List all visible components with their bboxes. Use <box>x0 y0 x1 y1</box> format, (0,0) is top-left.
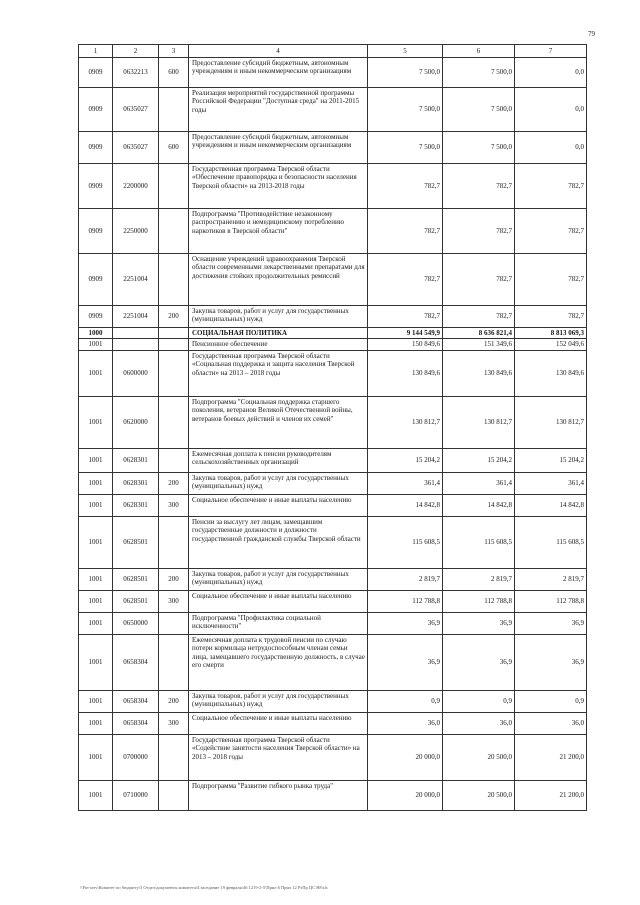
item-name-cell: Закупка товаров, работ и услуг для государственных (муниципальных) нужд <box>189 568 368 590</box>
amount-col5-cell: 782,7 <box>368 164 443 209</box>
amount-col7-cell: 0,0 <box>515 88 587 132</box>
target-article-cell: 0710000 <box>113 780 159 810</box>
expense-type-cell: 600 <box>159 58 189 88</box>
section-code-cell: 1001 <box>79 634 113 690</box>
expense-type-cell <box>159 164 189 209</box>
expense-type-cell: 300 <box>159 712 189 734</box>
target-article-cell <box>113 328 159 339</box>
item-name-cell: Подпрограмма "Профилактика социальной исключенности" <box>189 612 368 634</box>
table-row <box>79 254 587 306</box>
amount-col5-cell: 130 812,7 <box>368 396 443 448</box>
amount-col7-cell: 115 608,5 <box>515 516 587 568</box>
amount-col6-cell: 36,9 <box>443 634 515 690</box>
section-code-cell: 1001 <box>79 396 113 448</box>
amount-col5-cell: 36,9 <box>368 612 443 634</box>
amount-col5-cell: 20 000,0 <box>368 734 443 780</box>
table-row <box>79 590 587 612</box>
header-row <box>79 45 587 58</box>
expense-type-cell <box>159 88 189 132</box>
header-cell-4: 4 <box>189 45 368 58</box>
target-article-cell: 2251004 <box>113 306 159 328</box>
section-code-cell: 1001 <box>79 516 113 568</box>
expense-type-cell: 200 <box>159 472 189 494</box>
target-article-cell: 0658304 <box>113 712 159 734</box>
header-cell-2: 2 <box>113 45 159 58</box>
item-name-cell: Ежемесячная доплата к пенсии руководителям сельскохозяйственных организаций <box>189 448 368 472</box>
target-article-cell: 0658304 <box>113 690 159 712</box>
item-name-cell: Государственная программа Тверской области «Социальная поддержка и защита населения Тверской области» на 2013 – 2018 годы <box>189 350 368 396</box>
item-name-cell: Государственная программа Тверской области «Содействие занятости населения Тверской области» на 2013 – 2018 годы <box>189 734 368 780</box>
expense-type-cell <box>159 780 189 810</box>
header-cell-1: 1 <box>79 45 113 58</box>
amount-col7-cell: 130 812,7 <box>515 396 587 448</box>
table-row <box>79 712 587 734</box>
item-name-cell: Подпрограмма "Развитие гибкого рынка труда" <box>189 780 368 810</box>
table-row <box>79 209 587 254</box>
amount-col7-cell: 782,7 <box>515 306 587 328</box>
amount-col7-cell: 130 849,6 <box>515 350 587 396</box>
amount-col5-cell: 2 819,7 <box>368 568 443 590</box>
item-name-cell: Социальное обеспечение и иные выплаты населению <box>189 712 368 734</box>
amount-col6-cell: 0,9 <box>443 690 515 712</box>
section-code-cell: 1001 <box>79 494 113 516</box>
item-name-cell: Закупка товаров, работ и услуг для государственных (муниципальных) нужд <box>189 472 368 494</box>
amount-col5-cell: 782,7 <box>368 209 443 254</box>
amount-col5-cell: 150 849,6 <box>368 339 443 350</box>
header-cell-5: 5 <box>368 45 443 58</box>
amount-col7-cell: 14 842,8 <box>515 494 587 516</box>
amount-col6-cell: 115 608,5 <box>443 516 515 568</box>
amount-col5-cell: 7 500,0 <box>368 132 443 164</box>
target-article-cell: 0628501 <box>113 516 159 568</box>
amount-col7-cell: 36,9 <box>515 612 587 634</box>
expense-type-cell: 300 <box>159 590 189 612</box>
section-code-cell: 0909 <box>79 88 113 132</box>
amount-col5-cell: 0,9 <box>368 690 443 712</box>
section-code-cell: 0909 <box>79 254 113 306</box>
file-path-footer: \\Fin-serv\Комитет по бюджету\3 Отдел\документы комитета\4 заседание 19 февраля\46 1219-2-5\Прил 6 Прил 12 РзПр ЦС ВР.xls <box>80 885 328 890</box>
amount-col6-cell: 361,4 <box>443 472 515 494</box>
target-article-cell: 0635027 <box>113 88 159 132</box>
expense-type-cell <box>159 254 189 306</box>
amount-col5-cell: 14 842,8 <box>368 494 443 516</box>
amount-col6-cell: 130 849,6 <box>443 350 515 396</box>
amount-col5-cell: 9 144 549,9 <box>368 328 443 339</box>
amount-col6-cell: 782,7 <box>443 254 515 306</box>
amount-col7-cell: 21 200,0 <box>515 780 587 810</box>
expense-type-cell: 300 <box>159 494 189 516</box>
amount-col6-cell: 782,7 <box>443 164 515 209</box>
section-code-cell: 0909 <box>79 58 113 88</box>
header-cell-6: 6 <box>443 45 515 58</box>
amount-col5-cell: 36,9 <box>368 634 443 690</box>
table-row <box>79 164 587 209</box>
expense-type-cell <box>159 634 189 690</box>
item-name-cell: Предоставление субсидий бюджетным, автономным учреждениям и иным некоммерческим организациям <box>189 58 368 88</box>
amount-col6-cell: 7 500,0 <box>443 88 515 132</box>
target-article-cell: 2251004 <box>113 254 159 306</box>
section-code-cell: 0909 <box>79 306 113 328</box>
section-code-cell: 1001 <box>79 568 113 590</box>
amount-col5-cell: 7 500,0 <box>368 88 443 132</box>
item-name-cell: Пенсионное обеспечение <box>189 339 368 350</box>
amount-col6-cell: 20 500,0 <box>443 734 515 780</box>
header-cell-7: 7 <box>515 45 587 58</box>
amount-col5-cell: 15 204,2 <box>368 448 443 472</box>
amount-col6-cell: 2 819,7 <box>443 568 515 590</box>
amount-col6-cell: 36,9 <box>443 612 515 634</box>
budget-table-container <box>78 44 586 811</box>
table-row <box>79 396 587 448</box>
expense-type-cell <box>159 734 189 780</box>
amount-col6-cell: 36,0 <box>443 712 515 734</box>
expense-type-cell <box>159 350 189 396</box>
amount-col5-cell: 112 788,8 <box>368 590 443 612</box>
section-code-cell: 0909 <box>79 132 113 164</box>
amount-col6-cell: 151 349,6 <box>443 339 515 350</box>
item-name-cell: Реализация мероприятий государственной программы Российской Федерации "Доступная среда" на 2011-2015 годы <box>189 88 368 132</box>
table-row <box>79 306 587 328</box>
section-code-cell: 1001 <box>79 339 113 350</box>
target-article-cell: 2250000 <box>113 209 159 254</box>
budget-table <box>78 44 587 811</box>
amount-col6-cell: 782,7 <box>443 306 515 328</box>
section-code-cell: 1001 <box>79 350 113 396</box>
amount-col5-cell: 782,7 <box>368 306 443 328</box>
target-article-cell: 0632213 <box>113 58 159 88</box>
expense-type-cell <box>159 328 189 339</box>
amount-col7-cell: 21 200,0 <box>515 734 587 780</box>
target-article-cell <box>113 339 159 350</box>
amount-col6-cell: 14 842,8 <box>443 494 515 516</box>
amount-col6-cell: 782,7 <box>443 209 515 254</box>
section-code-cell: 1001 <box>79 448 113 472</box>
section-code-cell: 1001 <box>79 712 113 734</box>
amount-col5-cell: 115 608,5 <box>368 516 443 568</box>
item-name-cell: Пенсии за выслугу лет лицам, замещавшим государственные должности и должности государственной гражданской службы Тверской области <box>189 516 368 568</box>
amount-col6-cell: 15 204,2 <box>443 448 515 472</box>
section-code-cell: 1001 <box>79 590 113 612</box>
item-name-cell: Закупка товаров, работ и услуг для государственных (муниципальных) нужд <box>189 306 368 328</box>
amount-col5-cell: 130 849,6 <box>368 350 443 396</box>
amount-col7-cell: 152 049,6 <box>515 339 587 350</box>
section-code-cell: 1001 <box>79 612 113 634</box>
table-row <box>79 780 587 810</box>
expense-type-cell: 200 <box>159 690 189 712</box>
section-code-cell: 1001 <box>79 690 113 712</box>
table-row <box>79 132 587 164</box>
amount-col5-cell: 361,4 <box>368 472 443 494</box>
table-row <box>79 690 587 712</box>
section-code-cell: 1001 <box>79 780 113 810</box>
item-name-cell: Государственная программа Тверской области «Обеспечение правопорядка и безопасности населения Тверской области» на 2013-2018 годы <box>189 164 368 209</box>
target-article-cell: 0658304 <box>113 634 159 690</box>
amount-col7-cell: 36,0 <box>515 712 587 734</box>
table-row <box>79 58 587 88</box>
section-code-cell: 0909 <box>79 164 113 209</box>
amount-col7-cell: 15 204,2 <box>515 448 587 472</box>
expense-type-cell: 600 <box>159 132 189 164</box>
section-code-cell: 1001 <box>79 472 113 494</box>
expense-type-cell <box>159 612 189 634</box>
amount-col6-cell: 130 812,7 <box>443 396 515 448</box>
expense-type-cell <box>159 339 189 350</box>
expense-type-cell: 200 <box>159 306 189 328</box>
target-article-cell: 0600000 <box>113 350 159 396</box>
amount-col7-cell: 361,4 <box>515 472 587 494</box>
expense-type-cell <box>159 209 189 254</box>
amount-col7-cell: 782,7 <box>515 164 587 209</box>
amount-col7-cell: 782,7 <box>515 254 587 306</box>
expense-type-cell <box>159 396 189 448</box>
table-row <box>79 734 587 780</box>
amount-col7-cell: 2 819,7 <box>515 568 587 590</box>
item-name-cell: СОЦИАЛЬНАЯ ПОЛИТИКА <box>189 328 368 339</box>
item-name-cell: Социальное обеспечение и иные выплаты населению <box>189 590 368 612</box>
expense-type-cell <box>159 448 189 472</box>
target-article-cell: 0620000 <box>113 396 159 448</box>
amount-col5-cell: 782,7 <box>368 254 443 306</box>
amount-col5-cell: 7 500,0 <box>368 58 443 88</box>
amount-col6-cell: 8 636 821,4 <box>443 328 515 339</box>
amount-col7-cell: 782,7 <box>515 209 587 254</box>
header-cell-3: 3 <box>159 45 189 58</box>
expense-type-cell <box>159 516 189 568</box>
amount-col6-cell: 112 788,8 <box>443 590 515 612</box>
amount-col7-cell: 8 813 069,3 <box>515 328 587 339</box>
amount-col7-cell: 0,0 <box>515 132 587 164</box>
amount-col5-cell: 36,0 <box>368 712 443 734</box>
target-article-cell: 2200000 <box>113 164 159 209</box>
target-article-cell: 0650000 <box>113 612 159 634</box>
table-row <box>79 328 587 339</box>
target-article-cell: 0628501 <box>113 590 159 612</box>
table-row <box>79 339 587 350</box>
section-code-cell: 1000 <box>79 328 113 339</box>
table-row <box>79 612 587 634</box>
item-name-cell: Закупка товаров, работ и услуг для государственных (муниципальных) нужд <box>189 690 368 712</box>
table-row <box>79 472 587 494</box>
item-name-cell: Подпрограмма "Социальная поддержка старшего поколения, ветеранов Великой Отечественной войны, ветеранов боевых действий и членов их семей" <box>189 396 368 448</box>
item-name-cell: Подпрограмма "Противодействие незаконному распространению и немедицинскому потреблению наркотиков в Тверской области" <box>189 209 368 254</box>
section-code-cell: 0909 <box>79 209 113 254</box>
table-row <box>79 634 587 690</box>
target-article-cell: 0635027 <box>113 132 159 164</box>
table-row <box>79 568 587 590</box>
table-row <box>79 88 587 132</box>
item-name-cell: Оснащение учреждений здравоохранения Тверской области современными лекарственными препаратами для достижения стойких продолжительных ремиссий <box>189 254 368 306</box>
target-article-cell: 0628501 <box>113 568 159 590</box>
item-name-cell: Ежемесячная доплата к трудовой пенсии по случаю потери кормильца нетрудоспособным членам семьи лица, замещавшего государственную должность, в случае его смерти <box>189 634 368 690</box>
table-row <box>79 448 587 472</box>
amount-col7-cell: 0,9 <box>515 690 587 712</box>
table-row <box>79 494 587 516</box>
item-name-cell: Предоставление субсидий бюджетным, автономным учреждениям и иным некоммерческим организациям <box>189 132 368 164</box>
amount-col7-cell: 0,0 <box>515 58 587 88</box>
section-code-cell: 1001 <box>79 734 113 780</box>
target-article-cell: 0628301 <box>113 448 159 472</box>
item-name-cell: Социальное обеспечение и иные выплаты населению <box>189 494 368 516</box>
expense-type-cell: 200 <box>159 568 189 590</box>
amount-col7-cell: 36,9 <box>515 634 587 690</box>
amount-col6-cell: 20 500,0 <box>443 780 515 810</box>
page-number: 79 <box>588 30 595 38</box>
amount-col5-cell: 20 000,0 <box>368 780 443 810</box>
target-article-cell: 0628301 <box>113 494 159 516</box>
amount-col7-cell: 112 788,8 <box>515 590 587 612</box>
table-row <box>79 350 587 396</box>
amount-col6-cell: 7 500,0 <box>443 58 515 88</box>
target-article-cell: 0700000 <box>113 734 159 780</box>
amount-col6-cell: 7 500,0 <box>443 132 515 164</box>
table-row <box>79 516 587 568</box>
target-article-cell: 0628301 <box>113 472 159 494</box>
